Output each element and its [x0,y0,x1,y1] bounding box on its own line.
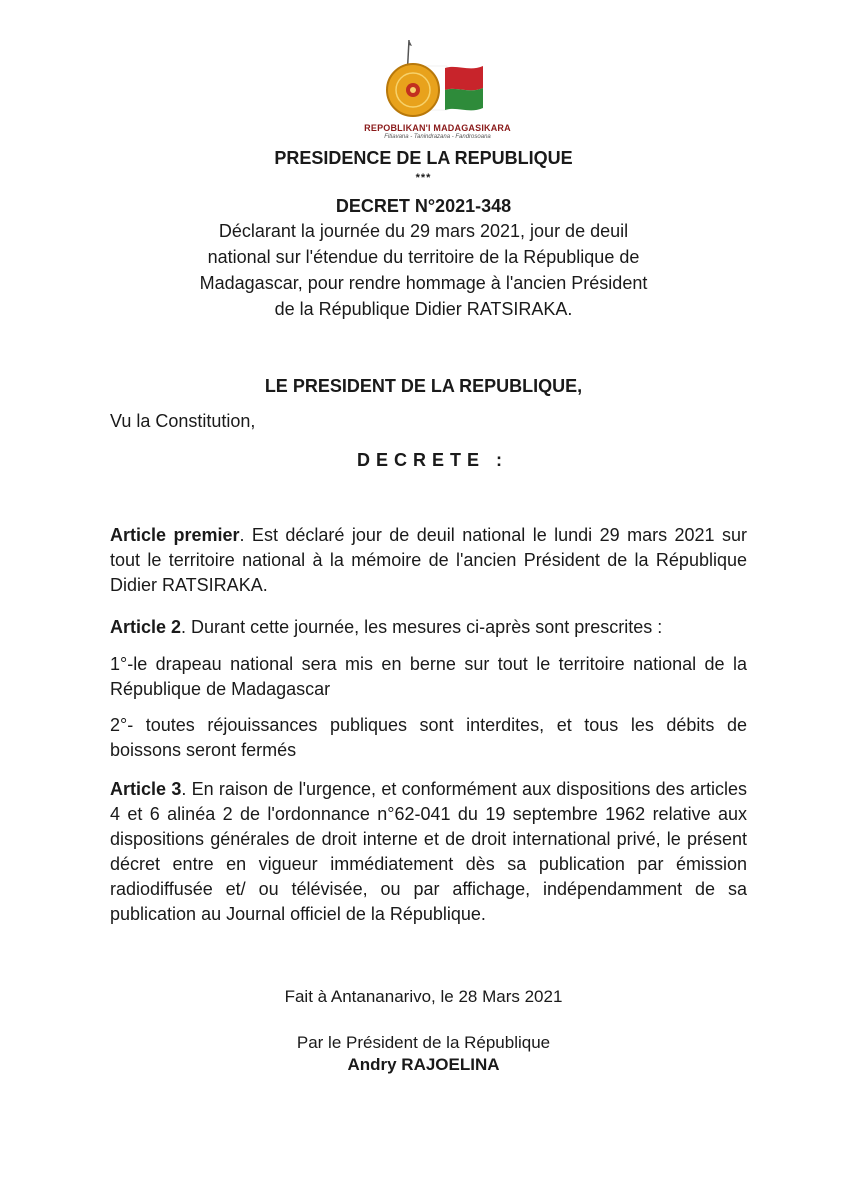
article-label: Article 2 [110,617,182,637]
decree-number: DECRET N°2021-348 [335,196,512,216]
decree-title-line: Déclarant la journée du 29 mars 2021, jour de deuil [218,221,629,241]
separator-stars: *** [415,172,432,184]
vu-constitution: Vu la Constitution, [110,411,256,431]
measure-point-2: 2°- toutes réjouissances publiques sont interdites, et tous les débits de boissons seront fermés [110,715,747,760]
president-heading: LE PRESIDENT DE LA REPUBLIQUE, [264,376,583,396]
article-3 [110,777,747,927]
decree-title-line: national sur l'étendue du territoire de la République de [207,247,640,267]
measure-point-1: 1°-le drapeau national sera mis en berne sur tout le territoire national de la République de Madagascar [110,654,747,699]
decrete-heading: DECRETE : [357,450,509,470]
decree-title-line: Madagascar, pour rendre hommage à l'ancien Président [199,273,648,293]
presidence-heading: PRESIDENCE DE LA REPUBLIQUE [274,148,573,168]
emblem-seal-icon [385,38,490,126]
signature-line: Par le Président de la République [296,1033,551,1052]
article-text: . Durant cette journée, les mesures ci-après sont prescrites : [181,617,663,637]
article-text: . En raison de l'urgence, et conformément aux dispositions des articles 4 et 6 alinéa 2 de l'ordonnance n°62-041 du 19 septembre 1962 relative aux dispositions générales de droit interne et de droit international privé, le présent décret entre en vigueur immédiatement dès sa publication par émission radiodiffusée et/ ou télévisée, ou par affichage, indépendamment de sa publication au Journal officiel de la République. [110,779,747,924]
national-emblem [345,38,530,138]
emblem-subtitle: Fitiavana - Tanindrazana - Fandrosoana [384,134,491,140]
emblem-motto: REPOBLIKAN'I MADAGASIKARA [364,123,511,133]
decree-title-line: de la République Didier RATSIRAKA. [274,299,573,319]
article-label: Article 3 [110,779,182,799]
decree-title [150,218,697,322]
article-text: . Est déclaré jour de deuil national le lundi 29 mars 2021 sur tout le territoire national à la mémoire de l'ancien Président de la République Didier RATSIRAKA. [110,525,747,595]
article-premier [110,523,747,598]
place-date: Fait à Antananarivo, le 28 Mars 2021 [284,987,563,1006]
signatory-name: Andry RAJOELINA [347,1055,500,1074]
article-label: Article premier [110,525,240,545]
article-2 [110,615,747,640]
